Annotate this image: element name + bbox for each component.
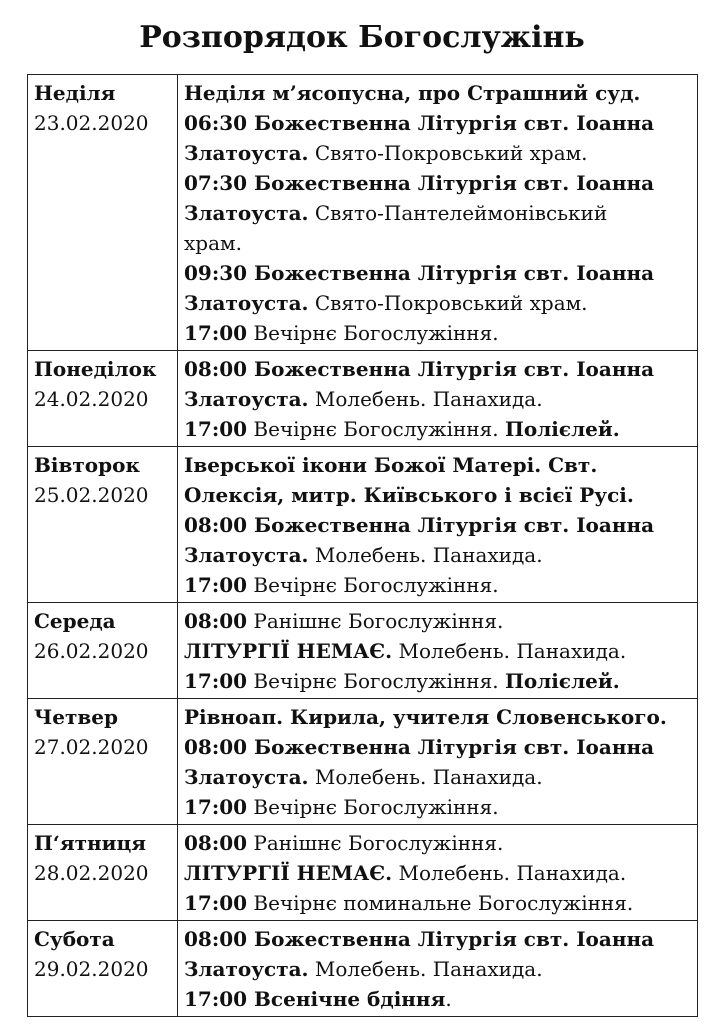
service-line <box>184 954 691 984</box>
service-text-bold: 08:00 Божественна Літургія свт. Іоанна <box>184 357 655 381</box>
day-cell <box>28 447 178 603</box>
service-text: Молебень. Панахида. <box>392 861 627 885</box>
service-text: Молебень. Панахида. <box>392 639 627 663</box>
schedule-row <box>28 603 698 699</box>
page-title: Розпорядок Богослужінь <box>139 20 585 55</box>
day-cell <box>28 825 178 921</box>
service-text: Ранішнє Богослужіння. <box>247 831 504 855</box>
schedule-row <box>28 351 698 447</box>
service-cell <box>178 351 698 447</box>
day-date: 25.02.2020 <box>34 483 149 507</box>
schedule-row <box>28 921 698 1017</box>
service-line <box>184 858 691 888</box>
schedule-row <box>28 75 698 351</box>
service-text-bold: 17:00 <box>184 891 248 915</box>
service-line <box>184 288 691 318</box>
schedule-table <box>27 74 698 1017</box>
service-line <box>184 570 691 600</box>
service-text: Ранішнє Богослужіння. <box>247 609 504 633</box>
service-text: Молебень. Панахида. <box>308 387 543 411</box>
service-text-bold: Неділя м’ясопусна, про Страшний суд. <box>184 81 641 105</box>
service-text: Вечірнє Богослужіння. <box>247 795 499 819</box>
day-name: Четвер <box>34 705 118 729</box>
service-line <box>184 198 691 228</box>
service-line <box>184 606 691 636</box>
service-text-bold: 09:30 Божественна Літургія свт. Іоанна <box>184 261 655 285</box>
service-line <box>184 924 691 954</box>
service-text-bold: Златоуста. <box>184 957 309 981</box>
service-line <box>184 984 691 1014</box>
service-text-bold: Полієлей. <box>504 417 620 441</box>
service-text: Молебень. Панахида. <box>308 765 543 789</box>
day-date: 23.02.2020 <box>34 111 149 135</box>
schedule-body <box>28 75 698 1017</box>
service-line <box>184 480 691 510</box>
service-line <box>184 138 691 168</box>
service-text-bold: 06:30 Божественна Літургія свт. Іоанна <box>184 111 655 135</box>
service-line <box>184 384 691 414</box>
schedule-row <box>28 699 698 825</box>
day-cell <box>28 75 178 351</box>
service-line <box>184 702 691 732</box>
service-line <box>184 108 691 138</box>
service-line <box>184 318 691 348</box>
service-text-bold: Златоуста. <box>184 141 309 165</box>
service-text-bold: Рівноап. Кирила, учителя Словенського. <box>184 705 667 729</box>
service-text: Вечірнє Богослужіння. <box>247 417 505 441</box>
service-text-bold: Златоуста. <box>184 765 309 789</box>
service-text: Свято-Покровський храм. <box>308 141 588 165</box>
service-line <box>184 510 691 540</box>
day-name: Субота <box>34 927 115 951</box>
service-text-bold: 17:00 <box>184 321 248 345</box>
service-text-bold: Златоуста. <box>184 291 309 315</box>
service-text-bold: 08:00 Божественна Літургія свт. Іоанна <box>184 513 655 537</box>
day-cell <box>28 699 178 825</box>
service-line <box>184 228 691 258</box>
service-cell <box>178 75 698 351</box>
day-name: Неділя <box>34 81 116 105</box>
service-text: Вечірнє поминальне Богослужіння. <box>247 891 634 915</box>
service-line <box>184 354 691 384</box>
service-cell <box>178 603 698 699</box>
day-name: Середа <box>34 609 116 633</box>
service-text-bold: Златоуста. <box>184 387 309 411</box>
service-text-bold: 08:00 Божественна Літургія свт. Іоанна <box>184 735 655 759</box>
service-text-bold: ЛІТУРГІЇ НЕМАЄ. <box>184 639 393 663</box>
day-name: Понеділок <box>34 357 157 381</box>
service-text-bold: Олексія, митр. Київського і всієї Русі. <box>184 483 634 507</box>
schedule-row <box>28 447 698 603</box>
day-date: 27.02.2020 <box>34 735 149 759</box>
service-text-bold: Іверської ікони Божої Матері. Свт. <box>184 453 598 477</box>
service-line <box>184 792 691 822</box>
service-text-bold: 17:00 <box>184 573 248 597</box>
service-cell <box>178 825 698 921</box>
service-line <box>184 732 691 762</box>
service-text: Свято-Покровський храм. <box>308 291 588 315</box>
service-line <box>184 414 691 444</box>
service-line <box>184 168 691 198</box>
service-text-bold: Полієлей. <box>504 669 620 693</box>
service-line <box>184 78 691 108</box>
service-text: Свято-Пантелеймонівський <box>308 201 608 225</box>
service-text-bold: 07:30 Божественна Літургія свт. Іоанна <box>184 171 655 195</box>
service-text-bold: Златоуста. <box>184 543 309 567</box>
service-cell <box>178 921 698 1017</box>
service-text: Вечірнє Богослужіння. <box>247 321 499 345</box>
service-text: Вечірнє Богослужіння. <box>247 669 505 693</box>
day-date: 24.02.2020 <box>34 387 149 411</box>
service-text-bold: 17:00 Всенічне бдіння <box>184 987 446 1011</box>
service-text-bold: 17:00 <box>184 669 248 693</box>
service-line <box>184 636 691 666</box>
service-text-bold: 17:00 <box>184 795 248 819</box>
day-date: 26.02.2020 <box>34 639 149 663</box>
day-name: Вівторок <box>34 453 140 477</box>
service-line <box>184 450 691 480</box>
service-cell <box>178 699 698 825</box>
day-cell <box>28 921 178 1017</box>
service-text: Молебень. Панахида. <box>308 957 543 981</box>
service-text: . <box>445 987 452 1011</box>
service-text: храм. <box>184 231 242 255</box>
service-text-bold: Златоуста. <box>184 201 309 225</box>
service-text-bold: ЛІТУРГІЇ НЕМАЄ. <box>184 861 393 885</box>
service-line <box>184 666 691 696</box>
service-line <box>184 540 691 570</box>
service-line <box>184 888 691 918</box>
service-line <box>184 828 691 858</box>
day-cell <box>28 351 178 447</box>
service-text-bold: 08:00 Божественна Літургія свт. Іоанна <box>184 927 655 951</box>
service-text-bold: 08:00 <box>184 831 248 855</box>
day-date: 29.02.2020 <box>34 957 149 981</box>
schedule-row <box>28 825 698 921</box>
service-text: Вечірнє Богослужіння. <box>247 573 499 597</box>
service-text-bold: 08:00 <box>184 609 248 633</box>
service-text-bold: 17:00 <box>184 417 248 441</box>
service-line <box>184 258 691 288</box>
day-cell <box>28 603 178 699</box>
day-name: П‘ятниця <box>34 831 147 855</box>
service-cell <box>178 447 698 603</box>
service-line <box>184 762 691 792</box>
day-date: 28.02.2020 <box>34 861 149 885</box>
service-text: Молебень. Панахида. <box>308 543 543 567</box>
